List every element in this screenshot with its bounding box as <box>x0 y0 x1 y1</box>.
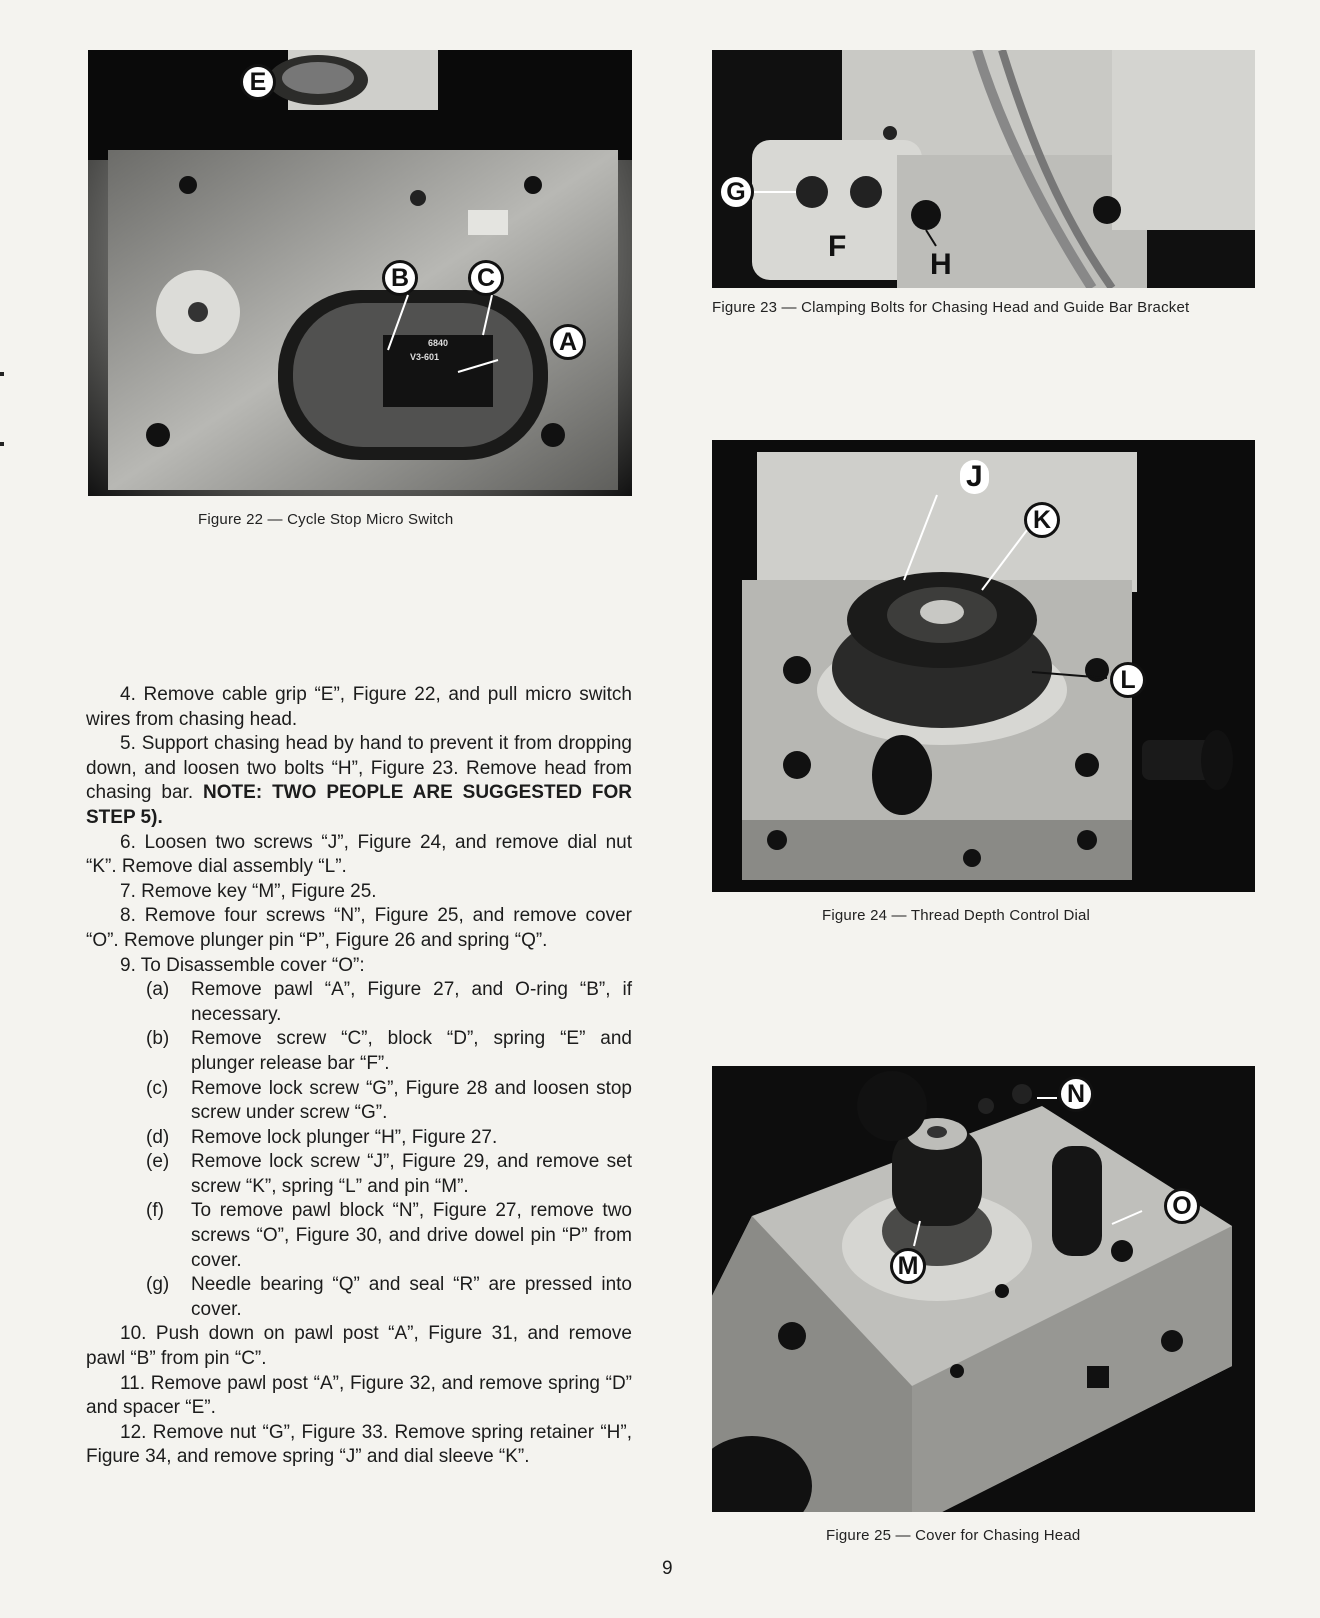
figure-24-drawing <box>712 440 1255 892</box>
substep-e-mark: (e) <box>146 1151 170 1173</box>
substep-a-mark: (a) <box>146 979 170 1001</box>
step-10: 10. Push down on pawl post “A”, Figure 31, and remove pawl “B” from pin “C”. <box>86 1323 632 1370</box>
step-8: 8. Remove four screws “N”, Figure 25, and remove cover “O”. Remove plunger pin “P”, Figure 26 and spring “Q”. <box>86 905 632 951</box>
figure-24-caption: Figure 24 — Thread Depth Control Dial <box>822 907 1091 924</box>
page-number: 9 <box>662 1558 673 1579</box>
switch-label-line-1: 6840 <box>428 338 449 348</box>
step-5 <box>86 732 632 830</box>
substep-e-text: Remove lock screw “J”, Figure 29, and remove set screw “K”, spring “L” and pin “M”. <box>191 1151 632 1197</box>
figure-25-caption: Figure 25 — Cover for Chasing Head <box>826 1527 1081 1544</box>
substep-f-text: To remove pawl block “N”, Figure 27, remove two screws “O”, Figure 30, and drive dowel pin “P” from cover. <box>191 1200 632 1271</box>
callout-n: N <box>1058 1076 1094 1112</box>
substep-f-mark: (f) <box>146 1200 164 1222</box>
callout-c: C <box>468 260 504 296</box>
callout-e: E <box>240 64 276 100</box>
figure-25-drawing <box>712 1066 1255 1512</box>
step-5-note: NOTE: TWO PEOPLE ARE SUGGESTED FOR STEP 5). <box>86 782 632 828</box>
figure-22-caption: Figure 22 — Cycle Stop Micro Switch <box>198 511 454 528</box>
step-11: 11. Remove pawl post “A”, Figure 32, and remove spring “D” and spacer “E”. <box>86 1372 632 1419</box>
substep-c <box>86 1077 632 1126</box>
label-j: J <box>960 460 989 494</box>
substep-b-text: Remove screw “C”, block “D”, spring “E” and plunger release bar “F”. <box>191 1028 632 1074</box>
substep-g <box>86 1273 632 1322</box>
substep-d-mark: (d) <box>146 1126 170 1148</box>
substep-b-mark: (b) <box>146 1028 170 1050</box>
figure-25-photo <box>712 1066 1255 1512</box>
callout-m: M <box>890 1248 926 1284</box>
label-f: F <box>828 230 847 263</box>
substep-a-text: Remove pawl “A”, Figure 27, and O-ring “B”, if necessary. <box>191 979 632 1025</box>
margin-mark-top <box>0 372 4 376</box>
figure-22-photo <box>88 50 632 496</box>
margin-mark-bottom <box>0 442 4 446</box>
substep-g-mark: (g) <box>146 1274 170 1296</box>
step-9: 9. To Disassemble cover “O”: <box>120 954 365 976</box>
substep-d <box>86 1126 632 1151</box>
figure-23-drawing <box>712 50 1255 288</box>
callout-l: L <box>1110 662 1146 698</box>
callout-b: B <box>382 260 418 296</box>
substep-c-text: Remove lock screw “G”, Figure 28 and loosen stop screw under screw “G”. <box>191 1077 632 1124</box>
step-4: 4. Remove cable grip “E”, Figure 22, and pull micro switch wires from chasing head. <box>86 684 632 730</box>
step-5-text: 5. Support chasing head by hand to prevent it from dropping down, and loosen two bolts “H”, Figure 23. Remove head from chasing bar. <box>86 733 632 804</box>
callout-g: G <box>718 174 754 210</box>
substep-f <box>86 1199 632 1273</box>
substep-d-text: Remove lock plunger “H”, Figure 27. <box>191 1126 498 1148</box>
step-6: 6. Loosen two screws “J”, Figure 24, and remove dial nut “K”. Remove dial assembly “L”. <box>86 831 632 878</box>
callout-o: O <box>1164 1188 1200 1224</box>
switch-label-line-2: V3-601 <box>410 352 440 362</box>
figure-23-photo <box>712 50 1255 288</box>
figure-24-photo <box>712 440 1255 892</box>
substep-e <box>86 1150 632 1199</box>
figure-23-caption: Figure 23 — Clamping Bolts for Chasing Head and Guide Bar Bracket <box>712 299 1190 316</box>
substep-b <box>86 1027 632 1076</box>
substep-c-mark: (c) <box>146 1077 169 1099</box>
callout-k: K <box>1024 502 1060 538</box>
label-h: H <box>930 248 952 281</box>
callout-a: A <box>550 324 586 360</box>
figure-22-drawing <box>88 50 632 496</box>
disassembly-instructions <box>86 683 632 1470</box>
step-12: 12. Remove nut “G”, Figure 33. Remove spring retainer “H”, Figure 34, and remove spring “J” and dial sleeve “K”. <box>86 1421 632 1468</box>
step-7: 7. Remove key “M”, Figure 25. <box>120 880 377 902</box>
substep-g-text: Needle bearing “Q” and seal “R” are pressed into cover. <box>191 1274 632 1320</box>
substep-a <box>86 978 632 1027</box>
